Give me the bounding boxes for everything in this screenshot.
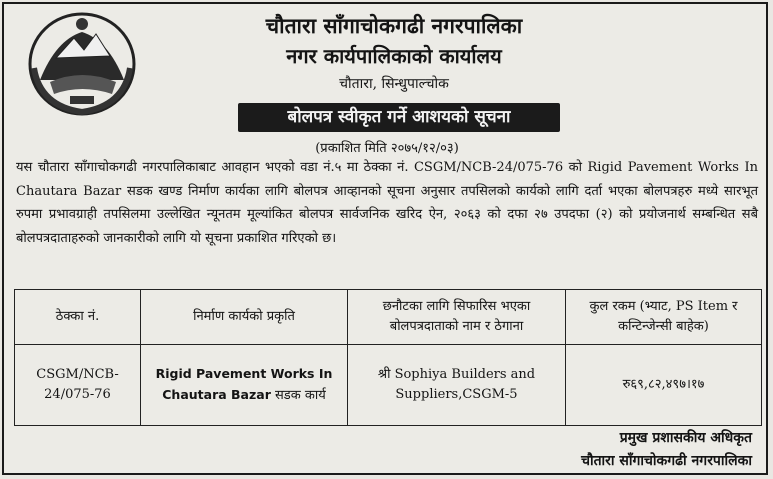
cell-amount: रु६९,८२,४९७।१७ <box>566 345 762 426</box>
header-work-type: निर्माण कार्यको प्रकृति <box>141 290 348 345</box>
contract-table <box>14 289 762 426</box>
nepal-emblem-icon <box>26 10 138 118</box>
notice-title: बोलपत्र स्वीकृत गर्ने आशयको सूचना <box>238 103 560 132</box>
notice-frame <box>2 2 768 475</box>
municipality-name: चौतारा साँगाचोकगढी नगरपालिका <box>265 13 523 38</box>
notice-body: यस चौतारा साँगाचोकगढी नगरपालिकाबाट आवहान भएको वडा नं.५ मा ठेक्का नं. CSGM/NCB-24/075-76 को Rigid Pavement Works In Chautara Bazar सडक खण्ड निर्माण कार्यका लागि बोलपत्र आव्हानको सूचना अनुसार तपसिलको कार्यको लागि दर्ता भएका बोलपत्रहरु मध्ये सारभूत रुपमा प्रभावग्राही तपसिलमा उल्लेखित न्यूनतम मूल्यांकित बोलपत्र सार्वजनिक खरिद ऐन, २०६३ को दफा २७ उपदफा (२) को प्रयोजनार्थ सम्बन्धित सबै बोलपत्रदाताहरुको जानकारीको लागि यो सूचना प्रकाशित गरिएको छ। <box>16 160 758 246</box>
office-address: चौतारा, सिन्धुपाल्चोक <box>339 76 449 92</box>
header-contract-no: ठेक्का नं. <box>15 290 141 345</box>
cell-work-type <box>141 345 348 426</box>
header-bidder: छनौटका लागि सिफारिस भएका बोलपत्रदाताको नाम र ठेगाना <box>348 290 566 345</box>
cell-bidder: श्री Sophiya Builders and Suppliers,CSGM-5 <box>348 345 566 426</box>
header-amount: कुल रकम (भ्याट, PS Item र कन्टिन्जेन्सी बाहेक) <box>566 290 762 345</box>
work-name: Rigid Pavement Works In Chautara Bazar <box>155 366 333 402</box>
cell-contract-no: CSGM/NCB-24/075-76 <box>15 345 141 426</box>
table-row <box>15 345 762 426</box>
signatory-org: चौतारा साँगाचोकगढी नगरपालिका <box>581 453 752 469</box>
signatory-title: प्रमुख प्रशासकीय अधिकृत <box>619 430 752 446</box>
table-header-row <box>15 290 762 345</box>
work-suffix: सडक कार्य <box>270 388 326 403</box>
office-name: नगर कार्यपालिकाको कार्यालय <box>286 44 502 68</box>
published-date: (प्रकाशित मिति २०७५/१२/०३) <box>315 141 459 156</box>
